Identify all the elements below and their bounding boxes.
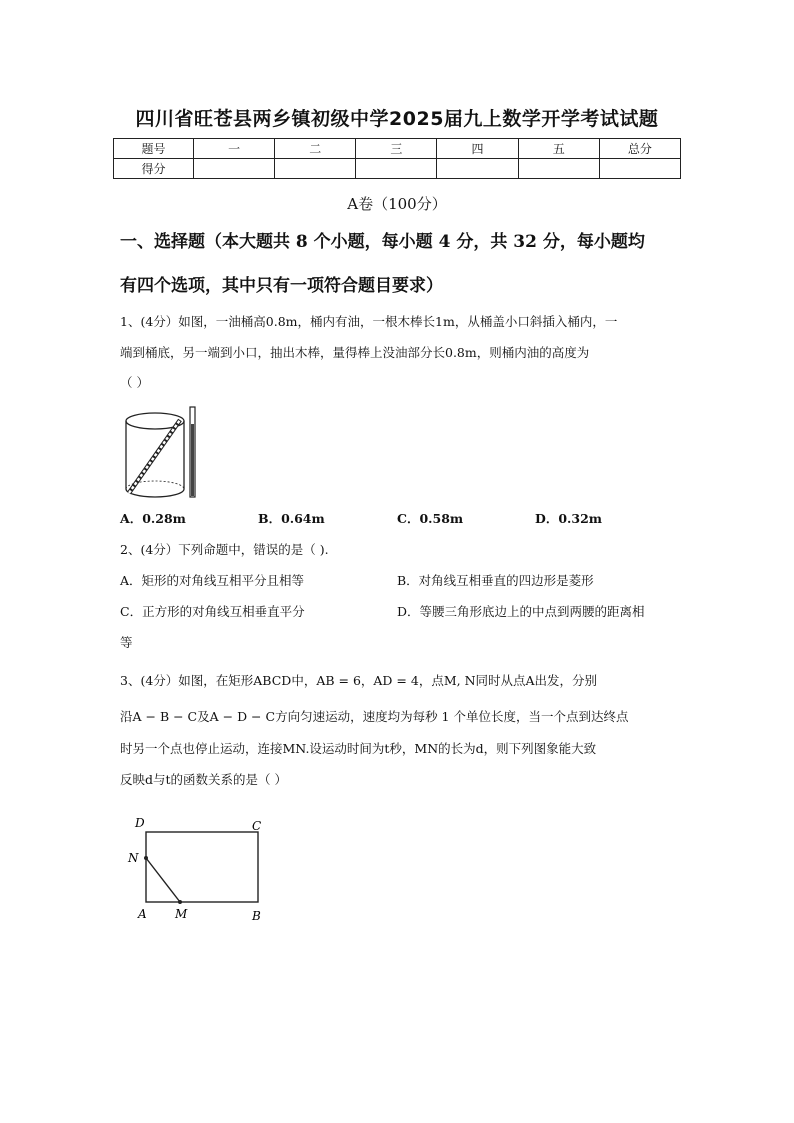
q2-option-b: B．对角线互相垂直的四边形是菱形 bbox=[397, 573, 594, 588]
q3-line3: 时另一个点也停止运动，连接MN.设运动时间为t秒，MN的长为d，则下列图象能大致 bbox=[120, 741, 597, 756]
q1-line3: （ ） bbox=[120, 375, 149, 390]
q1-line2: 端到桶底，另一端到小口，抽出木棒，量得棒上没油部分长0.8m，则桶内油的高度为 bbox=[120, 345, 590, 360]
section-heading-line1: 一、选择题（本大题共 8 个小题，每小题 4 分，共 32 分，每小题均 bbox=[120, 232, 645, 252]
rectangle-abcd-figure bbox=[118, 812, 278, 930]
q1-option-b: B．0.64m bbox=[258, 511, 325, 526]
score-cell bbox=[194, 159, 275, 179]
q2-option-a: A．矩形的对角线互相平分且相等 bbox=[120, 573, 305, 588]
score-header-cell: 二 bbox=[275, 139, 356, 159]
page-title: 四川省旺苍县两乡镇初级中学2025届九上数学开学考试试题 bbox=[135, 108, 659, 130]
q1-line1: 1、(4分）如图，一油桶高0.8m，桶内有油，一根木棒长1m，从桶盖小口斜插入桶内，一 bbox=[120, 314, 618, 329]
q3-line4: 反映d与t的函数关系的是（ ） bbox=[120, 772, 287, 787]
volume-heading: A卷（100分） bbox=[347, 195, 447, 213]
score-row-label: 得分 bbox=[114, 159, 194, 179]
q3-line1: 3、(4分）如图，在矩形ABCD中，AB = 6，AD = 4，点M, N同时从点A出发，分别 bbox=[120, 673, 598, 688]
score-header-cell: 三 bbox=[356, 139, 437, 159]
score-header-cell: 四 bbox=[437, 139, 518, 159]
score-header-cell: 题号 bbox=[114, 139, 194, 159]
q1-option-d: D．0.32m bbox=[535, 511, 603, 526]
section-heading-line2: 有四个选项，其中只有一项符合题目要求） bbox=[120, 276, 443, 296]
label-n: N bbox=[128, 851, 139, 865]
score-cell bbox=[275, 159, 356, 179]
label-c: C bbox=[252, 819, 262, 833]
score-header-cell: 总分 bbox=[599, 139, 680, 159]
q2-option-c: C．正方形的对角线互相垂直平分 bbox=[120, 604, 305, 619]
q2-option-d-wrap: 等 bbox=[120, 635, 133, 650]
score-cell bbox=[437, 159, 518, 179]
q2-option-d: D．等腰三角形底边上的中点到两腰的距离相 bbox=[397, 604, 645, 619]
oil-barrel-figure bbox=[118, 402, 208, 502]
q2-stem: 2、(4分）下列命题中，错误的是（ ). bbox=[120, 542, 329, 557]
score-table-header-row bbox=[114, 139, 681, 159]
score-table bbox=[113, 138, 681, 179]
q1-option-c: C．0.58m bbox=[397, 511, 464, 526]
score-header-cell: 一 bbox=[194, 139, 275, 159]
q1-option-a: A．0.28m bbox=[120, 511, 186, 526]
score-header-cell: 五 bbox=[518, 139, 599, 159]
label-a: A bbox=[138, 907, 147, 921]
label-m: M bbox=[175, 907, 188, 921]
score-cell bbox=[518, 159, 599, 179]
label-d: D bbox=[135, 816, 145, 830]
score-cell bbox=[599, 159, 680, 179]
q3-line2: 沿A − B − C及A − D − C方向匀速运动，速度均为每秒 1 个单位长度，当一个点到达终点 bbox=[120, 709, 629, 724]
label-b: B bbox=[252, 909, 261, 923]
score-cell bbox=[356, 159, 437, 179]
score-table-score-row bbox=[114, 159, 681, 179]
